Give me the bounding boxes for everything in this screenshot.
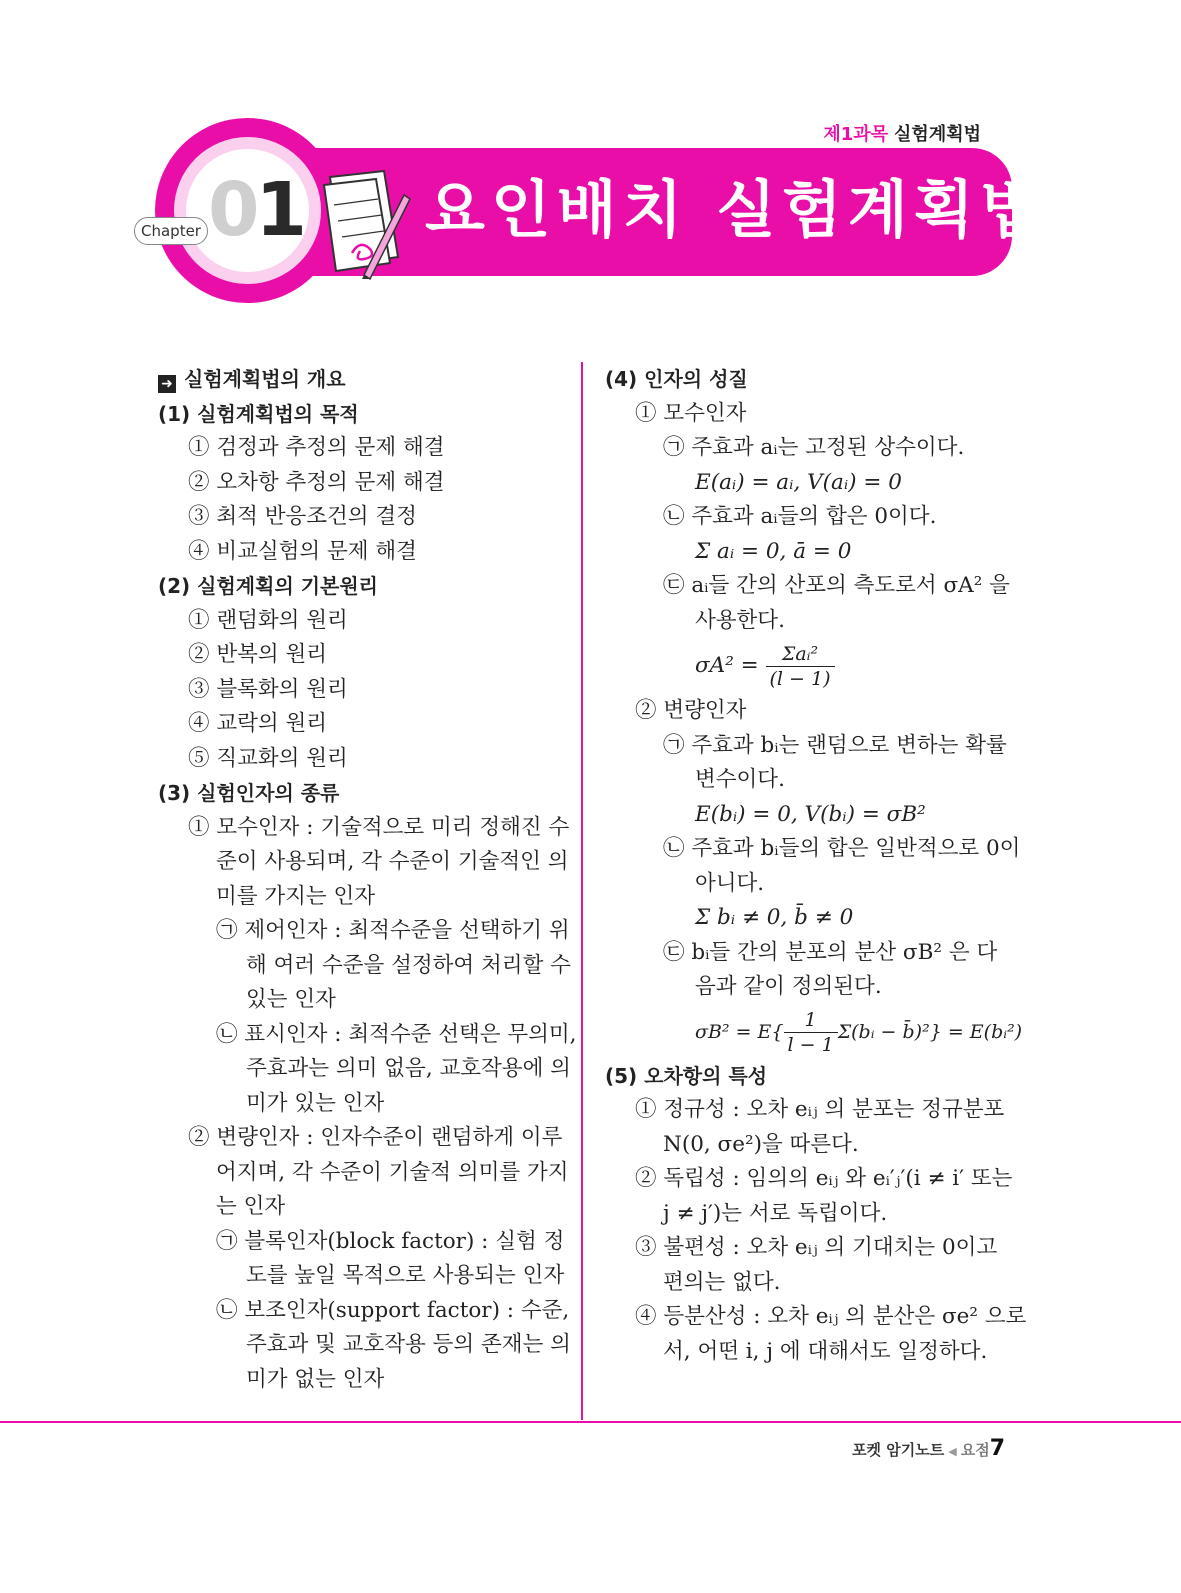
list-item: ③ 블록화의 원리: [188, 676, 348, 702]
paragraph-line: N(0, σe²)을 따른다.: [663, 1131, 859, 1157]
paragraph-line: 해 여러 수준을 설정하여 처리할 수: [246, 952, 571, 978]
section-title-text: 실험계획법의 개요: [184, 367, 346, 391]
paragraph-line: ㉢ bᵢ들 간의 분포의 분산 σB² 은 다: [663, 939, 998, 965]
subject-name: 실험계획법: [894, 124, 981, 145]
paragraph-line: ㉠ 주효과 aᵢ는 고정된 상수이다.: [663, 435, 965, 460]
fraction: [784, 1008, 838, 1057]
paragraph-line: j ≠ j′)는 서로 독립이다.: [663, 1200, 888, 1226]
list-item: ④ 비교실험의 문제 해결: [188, 538, 417, 564]
equation: Σ bᵢ ≠ 0, b̄ ≠ 0: [695, 905, 854, 930]
subject-number: 제1과목: [823, 124, 889, 145]
paragraph-line: ① 모수인자 : 기술적으로 미리 정해진 수: [188, 814, 570, 840]
paragraph-line: ㉡ 주효과 aᵢ들의 합은 0이다.: [663, 504, 937, 529]
footer-book-title: 포켓 암기노트: [852, 1441, 945, 1459]
equation-fraction: [605, 638, 1010, 694]
paragraph-line: 아니다.: [695, 870, 765, 896]
page-footer: [852, 1436, 1005, 1461]
paragraph-line: ㉡ 표시인자 : 최적수준 선택은 무의미,: [216, 1021, 577, 1047]
arrow-right-icon: ➜: [158, 375, 176, 393]
list-item: ④ 교락의 원리: [188, 711, 328, 736]
subsection-title: (3) 실험인자의 종류: [158, 781, 340, 805]
section-title: [158, 362, 563, 397]
page-number: 7: [989, 1436, 1005, 1461]
paragraph-line: 주효과는 의미 없음, 교호작용에 의: [246, 1056, 571, 1081]
right-column: [605, 362, 1027, 1369]
paragraph-line: 도를 높일 목적으로 사용되는 인자: [246, 1263, 565, 1288]
equation: Σ aᵢ = 0, ā = 0: [695, 538, 852, 564]
paragraph-line: 는 인자: [216, 1194, 286, 1219]
subsection-title: (4) 인자의 성질: [605, 367, 748, 391]
paragraph-line: 변수이다.: [695, 767, 785, 792]
subsection-title: (5) 오차항의 특성: [605, 1063, 768, 1088]
fraction-numerator: Σaᵢ²: [766, 642, 835, 667]
footer-rule: [0, 1421, 1181, 1423]
paragraph-line: ㉠ 주효과 bᵢ는 랜덤으로 변하는 확률: [663, 732, 1007, 758]
paragraph-line: ① 정규성 : 오차 eᵢⱼ 의 분포는 정규분포: [635, 1097, 1005, 1122]
equation-rhs: Σ(bᵢ − b̄)²} = E(bᵢ²): [837, 1020, 1023, 1043]
paragraph-line: 편의는 없다.: [663, 1269, 781, 1295]
paragraph-line: 있는 인자: [246, 987, 336, 1012]
list-item: ① 랜덤화의 원리: [188, 607, 348, 633]
list-item: ⑤ 직교화의 원리: [188, 745, 348, 771]
paragraph-line: 사용한다.: [695, 607, 785, 633]
footer-section: 요점: [960, 1441, 990, 1459]
fraction-denominator: (l − 1): [769, 667, 831, 690]
fraction-denominator: l − 1: [787, 1034, 834, 1056]
subject-heading: [823, 120, 981, 146]
list-item: ② 반복의 원리: [188, 642, 328, 667]
fraction: [766, 642, 835, 691]
paragraph-line: 미를 가지는 인자: [216, 883, 376, 909]
paragraph-line: ㉡ 보조인자(support factor) : 수준,: [216, 1297, 570, 1323]
chapter-number: [208, 165, 303, 255]
equation-lhs: σB² = E{: [695, 1020, 784, 1043]
fraction-numerator: 1: [784, 1008, 838, 1033]
paragraph-line: 음과 같이 정의된다.: [695, 974, 882, 999]
triangle-left-icon: ◀: [948, 1445, 957, 1458]
list-item: ① 검정과 추정의 문제 해결: [188, 435, 445, 460]
left-column: [158, 362, 577, 1397]
paragraph-line: ㉠ 블록인자(block factor) : 실험 정: [216, 1228, 565, 1254]
paragraph-line: ④ 등분산성 : 오차 eᵢⱼ 의 분산은 σe² 으로: [635, 1304, 1027, 1329]
paragraph-line: 미가 없는 인자: [246, 1366, 385, 1392]
chapter-label: Chapter: [134, 217, 208, 245]
chapter-number-zero: 0: [208, 167, 256, 253]
equation: E(aᵢ) = aᵢ, V(aᵢ) = 0: [695, 469, 902, 495]
subsection-title: (2) 실험계획의 기본원리: [158, 574, 379, 598]
paragraph-line: ㉡ 주효과 bᵢ들의 합은 일반적으로 0이: [663, 836, 1021, 861]
list-item: ② 오차항 추정의 문제 해결: [188, 469, 445, 495]
paragraph-line: 미가 있는 인자: [246, 1090, 385, 1116]
equation-lhs: σA² =: [695, 653, 759, 678]
paragraph-line: ㉠ 제어인자 : 최적수준을 선택하기 위: [216, 918, 570, 943]
column-divider: [581, 362, 583, 1420]
list-item: ② 변량인자: [635, 698, 747, 723]
chapter-title: 요인배치 실험계획법: [425, 173, 1046, 246]
subsection-title: (1) 실험계획법의 목적: [158, 401, 359, 426]
notebook-pencil-icon: [312, 165, 412, 280]
paragraph-line: ㉢ aᵢ들 간의 산포의 측도로서 σA² 을: [663, 573, 1010, 598]
paragraph-line: ② 변량인자 : 인자수준이 랜덤하게 이루: [188, 1125, 563, 1150]
list-item: ① 모수인자: [635, 400, 747, 426]
paragraph-line: 준이 사용되며, 각 수준이 기술적인 의: [216, 849, 569, 874]
paragraph-line: ③ 불편성 : 오차 eᵢⱼ 의 기대치는 0이고: [635, 1235, 998, 1260]
list-item: ③ 최적 반응조건의 결정: [188, 504, 417, 529]
paragraph-line: ② 독립성 : 임의의 eᵢⱼ 와 eᵢ′ⱼ′(i ≠ i′ 또는: [635, 1166, 1013, 1191]
chapter-number-one: 1: [255, 167, 303, 253]
paragraph-line: 서, 어떤 i, j 에 대해서도 일정하다.: [663, 1338, 988, 1364]
equation: E(bᵢ) = 0, V(bᵢ) = σB²: [695, 801, 926, 827]
paragraph-line: 주효과 및 교호작용 등의 존재는 의: [246, 1332, 571, 1357]
paragraph-line: 어지며, 각 수준이 기술적 의미를 가지: [216, 1159, 569, 1185]
equation-fraction: [605, 1005, 1023, 1059]
